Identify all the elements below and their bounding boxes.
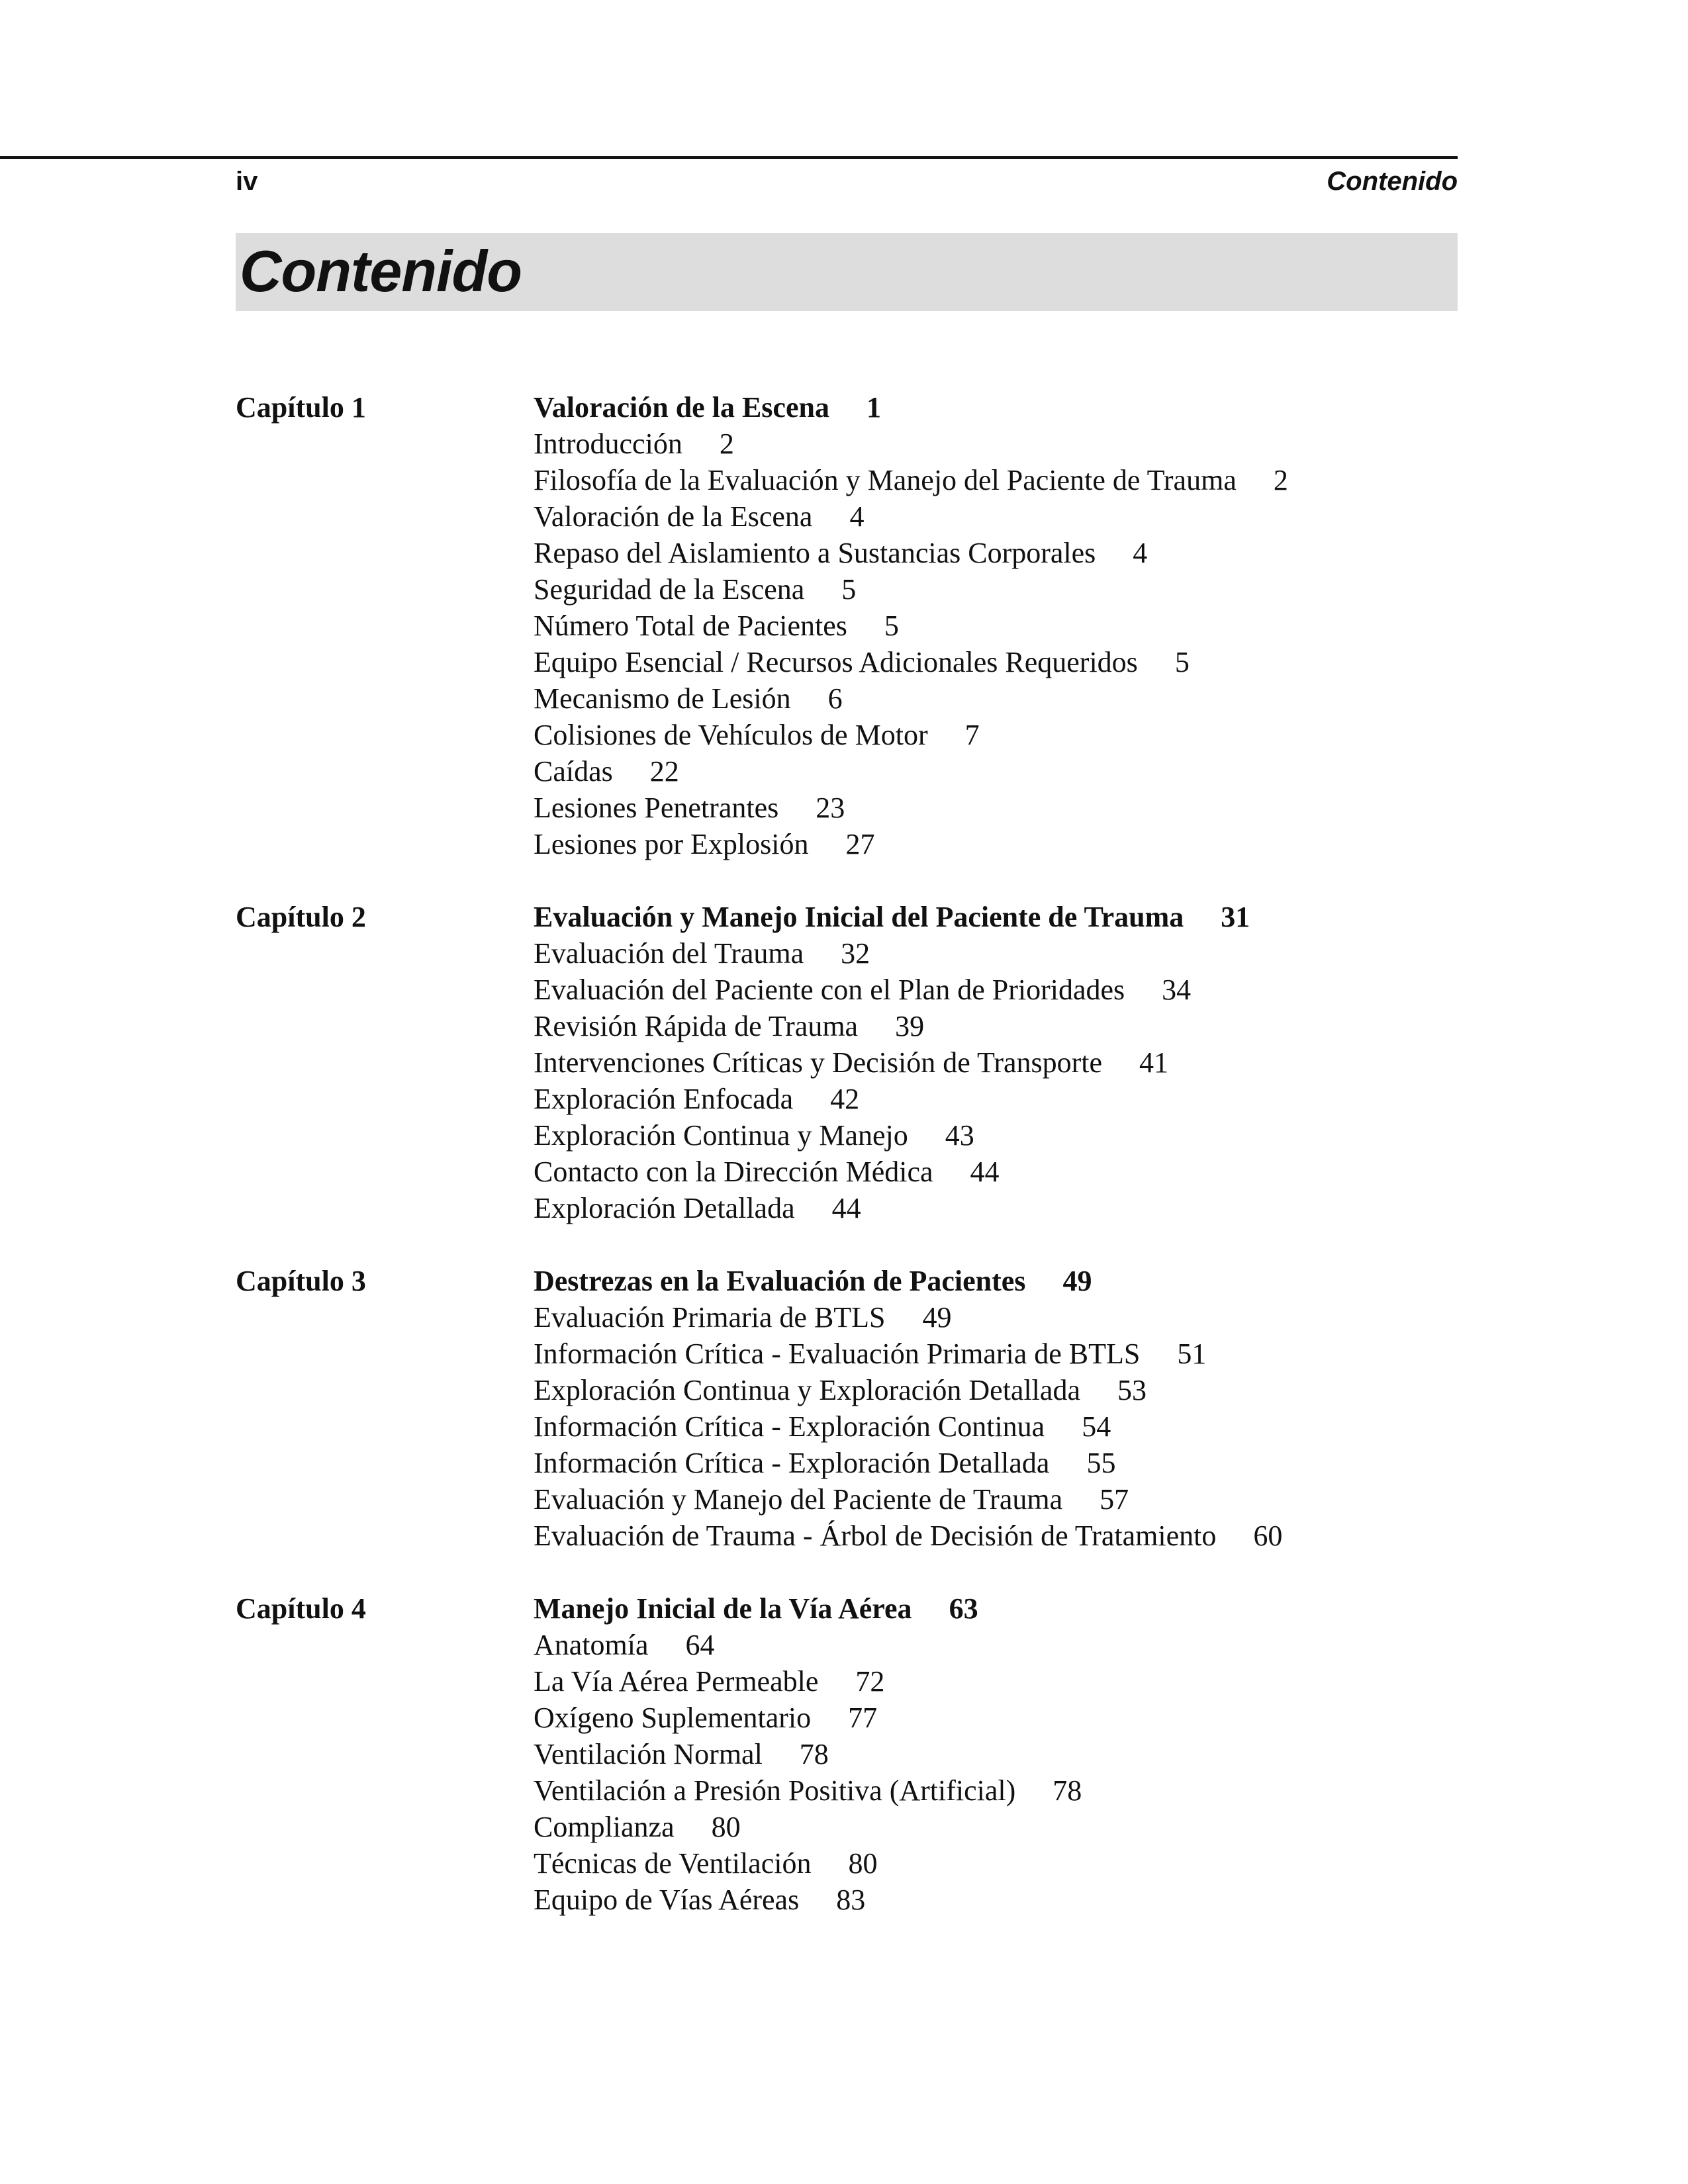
toc-entry[interactable] xyxy=(534,462,1458,498)
toc-entry-page: 2 xyxy=(719,428,734,460)
toc-entry-page: 44 xyxy=(970,1156,1000,1188)
toc-entry-title: Exploración Continua y Exploración Detallada xyxy=(534,1374,1080,1406)
toc-entry[interactable] xyxy=(534,972,1458,1008)
toc-entry-title: Evaluación del Trauma xyxy=(534,937,804,970)
toc-entry-title: Evaluación de Trauma - Árbol de Decisión de Tratamiento xyxy=(534,1520,1217,1552)
toc-entry-title: Caídas xyxy=(534,755,613,788)
toc-entry-page: 41 xyxy=(1139,1046,1169,1079)
toc-entry[interactable] xyxy=(534,1044,1458,1081)
toc-entry-page: 54 xyxy=(1082,1410,1111,1443)
chapter-page-number: 31 xyxy=(1221,901,1250,933)
running-section-title: Contenido xyxy=(1327,167,1458,196)
toc-entry-page: 55 xyxy=(1086,1447,1116,1479)
chapter-title-entry[interactable] xyxy=(534,1263,1458,1299)
toc-entry[interactable] xyxy=(534,535,1458,571)
toc-entry-page: 78 xyxy=(1053,1774,1082,1807)
toc-entry[interactable] xyxy=(534,1518,1458,1554)
toc-entry[interactable] xyxy=(534,1627,1458,1663)
toc-chapter xyxy=(236,1590,1458,1918)
toc-entry-page: 44 xyxy=(831,1192,861,1224)
toc-entry[interactable] xyxy=(534,1008,1458,1044)
toc-entry-title: Equipo de Vías Aéreas xyxy=(534,1884,800,1916)
toc-entry-title: Evaluación y Manejo del Paciente de Trauma xyxy=(534,1483,1063,1516)
toc-entry-title: Repaso del Aislamiento a Sustancias Corporales xyxy=(534,537,1096,569)
toc-entry-title: Evaluación Primaria de BTLS xyxy=(534,1301,886,1334)
toc-entry-title: Ventilación Normal xyxy=(534,1738,763,1770)
toc-entry-page: 34 xyxy=(1162,974,1192,1006)
toc-entry[interactable] xyxy=(534,1081,1458,1117)
toc-entry[interactable] xyxy=(534,1809,1458,1845)
toc-entry-page: 6 xyxy=(827,682,843,715)
toc-entry-title: Introducción xyxy=(534,428,682,460)
header-rule xyxy=(0,156,1458,159)
chapter-title: Manejo Inicial de la Vía Aérea xyxy=(534,1592,912,1625)
toc-entry-title: Oxígeno Suplementario xyxy=(534,1702,812,1734)
toc-entry-page: 83 xyxy=(836,1884,866,1916)
chapter-entries xyxy=(534,389,1458,862)
toc-entry-page: 5 xyxy=(884,610,899,642)
chapter-label: Capítulo 4 xyxy=(236,1592,366,1625)
chapter-entries xyxy=(534,1590,1458,1918)
toc-entry-title: Lesiones por Explosión xyxy=(534,828,809,860)
running-head xyxy=(236,167,1458,204)
chapter-entries xyxy=(534,899,1458,1226)
toc-entry-title: Equipo Esencial / Recursos Adicionales Requeridos xyxy=(534,646,1138,678)
toc-chapter xyxy=(236,1263,1458,1554)
toc-entry-title: Revisión Rápida de Trauma xyxy=(534,1010,859,1042)
toc-entry-page: 64 xyxy=(685,1629,715,1661)
toc-entry[interactable] xyxy=(534,1190,1458,1226)
toc-entry[interactable] xyxy=(534,1408,1458,1445)
chapter-page-number: 49 xyxy=(1062,1265,1092,1297)
toc-entry-page: 78 xyxy=(799,1738,829,1770)
toc-entry-title: Exploración Enfocada xyxy=(534,1083,794,1115)
toc-entry-title: Colisiones de Vehículos de Motor xyxy=(534,719,928,751)
toc-entry[interactable] xyxy=(534,935,1458,972)
toc-entry[interactable] xyxy=(534,1336,1458,1372)
chapter-title-entry[interactable] xyxy=(534,389,1458,426)
toc-entry[interactable] xyxy=(534,1845,1458,1882)
toc-entry-title: Mecanismo de Lesión xyxy=(534,682,791,715)
toc-entry-page: 43 xyxy=(945,1119,974,1152)
chapter-label: Capítulo 2 xyxy=(236,901,366,933)
toc-entry[interactable] xyxy=(534,1445,1458,1481)
toc-entry-title: Valoración de la Escena xyxy=(534,500,813,533)
toc-entry[interactable] xyxy=(534,426,1458,462)
toc-entry-title: Evaluación del Paciente con el Plan de Prioridades xyxy=(534,974,1125,1006)
toc-entry-title: Lesiones Penetrantes xyxy=(534,792,779,824)
chapter-title: Valoración de la Escena xyxy=(534,391,829,424)
page-title: Contenido xyxy=(240,238,522,304)
toc-entry[interactable] xyxy=(534,1663,1458,1700)
toc-entry-page: 57 xyxy=(1100,1483,1129,1516)
toc-entry[interactable] xyxy=(534,1154,1458,1190)
toc-entry-page: 72 xyxy=(855,1665,885,1698)
toc-entry-title: Ventilación a Presión Positiva (Artificial) xyxy=(534,1774,1016,1807)
toc-chapter xyxy=(236,899,1458,1226)
table-of-contents xyxy=(236,389,1458,1954)
page-number: iv xyxy=(236,167,258,196)
toc-entry[interactable] xyxy=(534,717,1458,753)
toc-entry-page: 22 xyxy=(649,755,679,788)
toc-entry[interactable] xyxy=(534,826,1458,862)
chapter-label: Capítulo 1 xyxy=(236,391,366,424)
toc-entry-title: La Vía Aérea Permeable xyxy=(534,1665,819,1698)
toc-entry[interactable] xyxy=(534,608,1458,644)
toc-entry-page: 39 xyxy=(895,1010,925,1042)
toc-entry-title: Información Crítica - Exploración Detallada xyxy=(534,1447,1050,1479)
toc-entry[interactable] xyxy=(534,571,1458,608)
toc-entry-page: 49 xyxy=(922,1301,952,1334)
toc-entry[interactable] xyxy=(534,1372,1458,1408)
toc-chapter xyxy=(236,389,1458,862)
toc-entry[interactable] xyxy=(534,680,1458,717)
toc-entry-title: Seguridad de la Escena xyxy=(534,573,805,606)
title-banner xyxy=(236,233,1458,311)
toc-entry-title: Exploración Continua y Manejo xyxy=(534,1119,908,1152)
toc-entry-page: 7 xyxy=(964,719,980,751)
toc-entry-page: 5 xyxy=(841,573,857,606)
toc-entry[interactable] xyxy=(534,1736,1458,1772)
toc-entry-title: Información Crítica - Evaluación Primaria de BTLS xyxy=(534,1338,1141,1370)
toc-entry[interactable] xyxy=(534,644,1458,680)
toc-entry-page: 42 xyxy=(830,1083,860,1115)
chapter-label: Capítulo 3 xyxy=(236,1265,366,1297)
toc-entry-page: 80 xyxy=(848,1847,878,1880)
toc-entry[interactable] xyxy=(534,753,1458,790)
toc-entry-page: 5 xyxy=(1174,646,1190,678)
toc-entry-title: Información Crítica - Exploración Continua xyxy=(534,1410,1045,1443)
toc-entry-title: Número Total de Pacientes xyxy=(534,610,847,642)
chapter-page-number: 63 xyxy=(949,1592,978,1625)
toc-entry[interactable] xyxy=(534,1772,1458,1809)
toc-entry-page: 2 xyxy=(1273,464,1288,496)
toc-entry-page: 4 xyxy=(1133,537,1148,569)
toc-entry-page: 27 xyxy=(845,828,875,860)
toc-entry[interactable] xyxy=(534,1882,1458,1918)
toc-entry[interactable] xyxy=(534,1700,1458,1736)
chapter-title-entry[interactable] xyxy=(534,1590,1458,1627)
toc-entry-title: Contacto con la Dirección Médica xyxy=(534,1156,933,1188)
chapter-entries xyxy=(534,1263,1458,1554)
toc-entry-title: Intervenciones Críticas y Decisión de Transporte xyxy=(534,1046,1103,1079)
toc-entry[interactable] xyxy=(534,1481,1458,1518)
toc-entry-page: 51 xyxy=(1177,1338,1207,1370)
toc-entry[interactable] xyxy=(534,498,1458,535)
toc-entry-page: 77 xyxy=(848,1702,878,1734)
toc-entry[interactable] xyxy=(534,1299,1458,1336)
chapter-title: Destrezas en la Evaluación de Pacientes xyxy=(534,1265,1026,1297)
chapter-title: Evaluación y Manejo Inicial del Paciente de Trauma xyxy=(534,901,1184,933)
toc-entry-title: Técnicas de Ventilación xyxy=(534,1847,812,1880)
toc-entry[interactable] xyxy=(534,790,1458,826)
chapter-page-number: 1 xyxy=(866,391,881,424)
toc-entry-title: Exploración Detallada xyxy=(534,1192,795,1224)
toc-entry[interactable] xyxy=(534,1117,1458,1154)
toc-entry-page: 80 xyxy=(711,1811,741,1843)
toc-entry-title: Filosofía de la Evaluación y Manejo del Paciente de Trauma xyxy=(534,464,1237,496)
toc-entry-page: 23 xyxy=(816,792,845,824)
toc-entry-page: 4 xyxy=(849,500,865,533)
toc-entry-title: Anatomía xyxy=(534,1629,649,1661)
toc-entry-title: Complianza xyxy=(534,1811,675,1843)
toc-entry-page: 32 xyxy=(841,937,870,970)
toc-entry-page: 60 xyxy=(1253,1520,1283,1552)
chapter-title-entry[interactable] xyxy=(534,899,1458,935)
toc-entry-page: 53 xyxy=(1117,1374,1147,1406)
